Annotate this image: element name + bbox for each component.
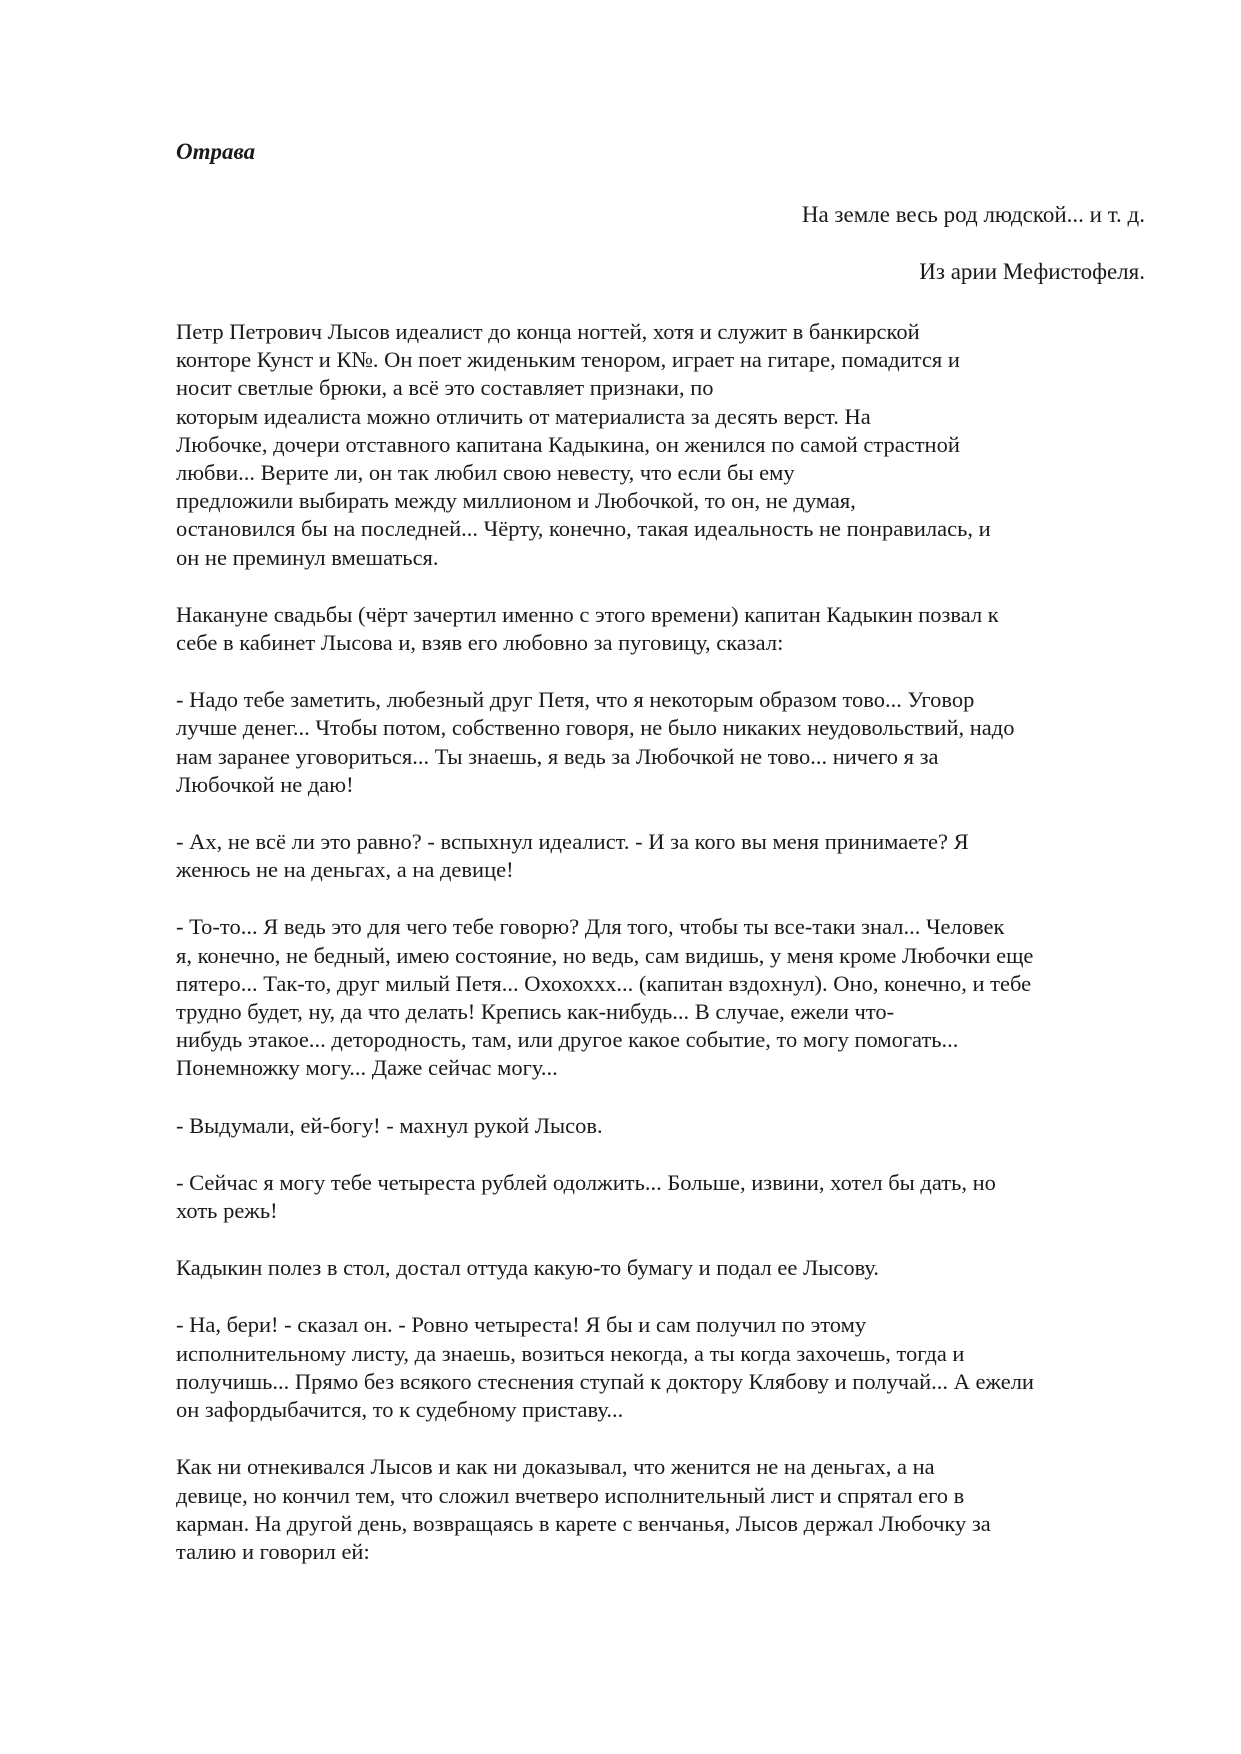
text-line: лучше денег... Чтобы потом, собственно говоря, не было никаких неудовольствий, надо: [176, 715, 1015, 741]
text-line: остановился бы на последней... Чёрту, конечно, такая идеальность не понравилась, и: [176, 516, 991, 542]
text-line: девице, но кончил тем, что сложил вчетверо исполнительный лист и спрятал его в: [176, 1482, 965, 1508]
paragraph: [176, 1254, 1146, 1282]
text-line: - На, бери! - сказал он. - Ровно четыреста! Я бы и сам получил по этому: [176, 1312, 867, 1338]
text-line: носит светлые брюки, а всё это составляет признаки, по: [176, 375, 714, 401]
text-line: талию и говорил ей:: [176, 1538, 370, 1564]
paragraph: [176, 686, 1146, 799]
text-line: нибудь этакое... детородность, там, или другое какое событие, то могу помогать...: [176, 1027, 959, 1053]
epigraph-source: Из арии Мефистофеля.: [919, 259, 1145, 284]
text-line: Понемножку могу... Даже сейчас могу...: [176, 1055, 558, 1081]
text-line: хоть режь!: [176, 1198, 278, 1224]
text-line: - Ах, не всё ли это равно? - вспыхнул идеалист. - И за кого вы меня принимаете? Я: [176, 829, 969, 855]
story-body: [176, 318, 1146, 1595]
paragraph: [176, 1453, 1146, 1566]
paragraph: [176, 1311, 1146, 1424]
text-line: карман. На другой день, возвращаясь в карете с венчанья, Лысов держал Любочку за: [176, 1510, 991, 1536]
text-line: нам заранее уговориться... Ты знаешь, я ведь за Любочкой не тово... ничего я за: [176, 743, 939, 769]
text-line: - Сейчас я могу тебе четыреста рублей одолжить... Больше, извини, хотел бы дать, но: [176, 1169, 996, 1195]
story-title: Отрава: [176, 139, 256, 164]
text-line: Петр Петрович Лысов идеалист до конца ногтей, хотя и служит в банкирской: [176, 319, 920, 344]
text-line: он не преминул вмешаться.: [176, 544, 439, 570]
paragraph: [176, 318, 1146, 572]
paragraph: [176, 913, 1146, 1082]
paragraph: [176, 1169, 1146, 1225]
text-line: себе в кабинет Лысова и, взяв его любовно за пуговицу, сказал:: [176, 630, 784, 656]
text-line: - Выдумали, ей-богу! - махнул рукой Лысов.: [176, 1112, 603, 1138]
text-line: Как ни отнекивался Лысов и как ни доказывал, что женится не на деньгах, а на: [176, 1454, 935, 1480]
text-line: трудно будет, ну, да что делать! Крепись как-нибудь... В случае, ежели что-: [176, 999, 895, 1025]
text-line: предложили выбирать между миллионом и Любочкой, то он, не думая,: [176, 488, 856, 514]
text-line: Любочкой не даю!: [176, 771, 354, 797]
text-line: - То-то... Я ведь это для чего тебе говорю? Для того, чтобы ты все-таки знал... Человек: [176, 914, 1005, 940]
text-line: получишь... Прямо без всякого стеснения ступай к доктору Клябову и получай... А ежели: [176, 1368, 1034, 1394]
paragraph: [176, 1112, 1146, 1140]
text-line: которым идеалиста можно отличить от материалиста за десять верст. На: [176, 403, 871, 429]
text-line: Кадыкин полез в стол, достал оттуда какую-то бумагу и подал ее Лысову.: [176, 1255, 880, 1281]
epigraph-quote: На земле весь род людской... и т. д.: [801, 202, 1145, 227]
text-line: - Надо тебе заметить, любезный друг Петя, что я некоторым образом тово... Уговор: [176, 687, 975, 713]
text-line: конторе Кунст и К№. Он поет жиденьким тенором, играет на гитаре, помадится и: [176, 347, 960, 373]
text-line: Накануне свадьбы (чёрт зачертил именно с этого времени) капитан Кадыкин позвал к: [176, 601, 999, 627]
text-line: исполнительному листу, да знаешь, возиться некогда, а ты когда захочешь, тогда и: [176, 1340, 965, 1366]
text-line: женюсь не на деньгах, а на девице!: [176, 857, 514, 883]
paragraph: [176, 601, 1146, 657]
text-line: пятеро... Так-то, друг милый Петя... Охохоххх... (капитан вздохнул). Оно, конечно, и тебе: [176, 970, 1032, 996]
paragraph: [176, 828, 1146, 884]
text-line: он зафордыбачится, то к судебному приставу...: [176, 1397, 624, 1423]
text-line: любви... Верите ли, он так любил свою невесту, что если бы ему: [176, 460, 795, 486]
text-line: Любочке, дочери отставного капитана Кадыкина, он женился по самой страстной: [176, 431, 960, 457]
text-line: я, конечно, не бедный, имею состояние, но ведь, сам видишь, у меня кроме Любочки еще: [176, 942, 1034, 968]
